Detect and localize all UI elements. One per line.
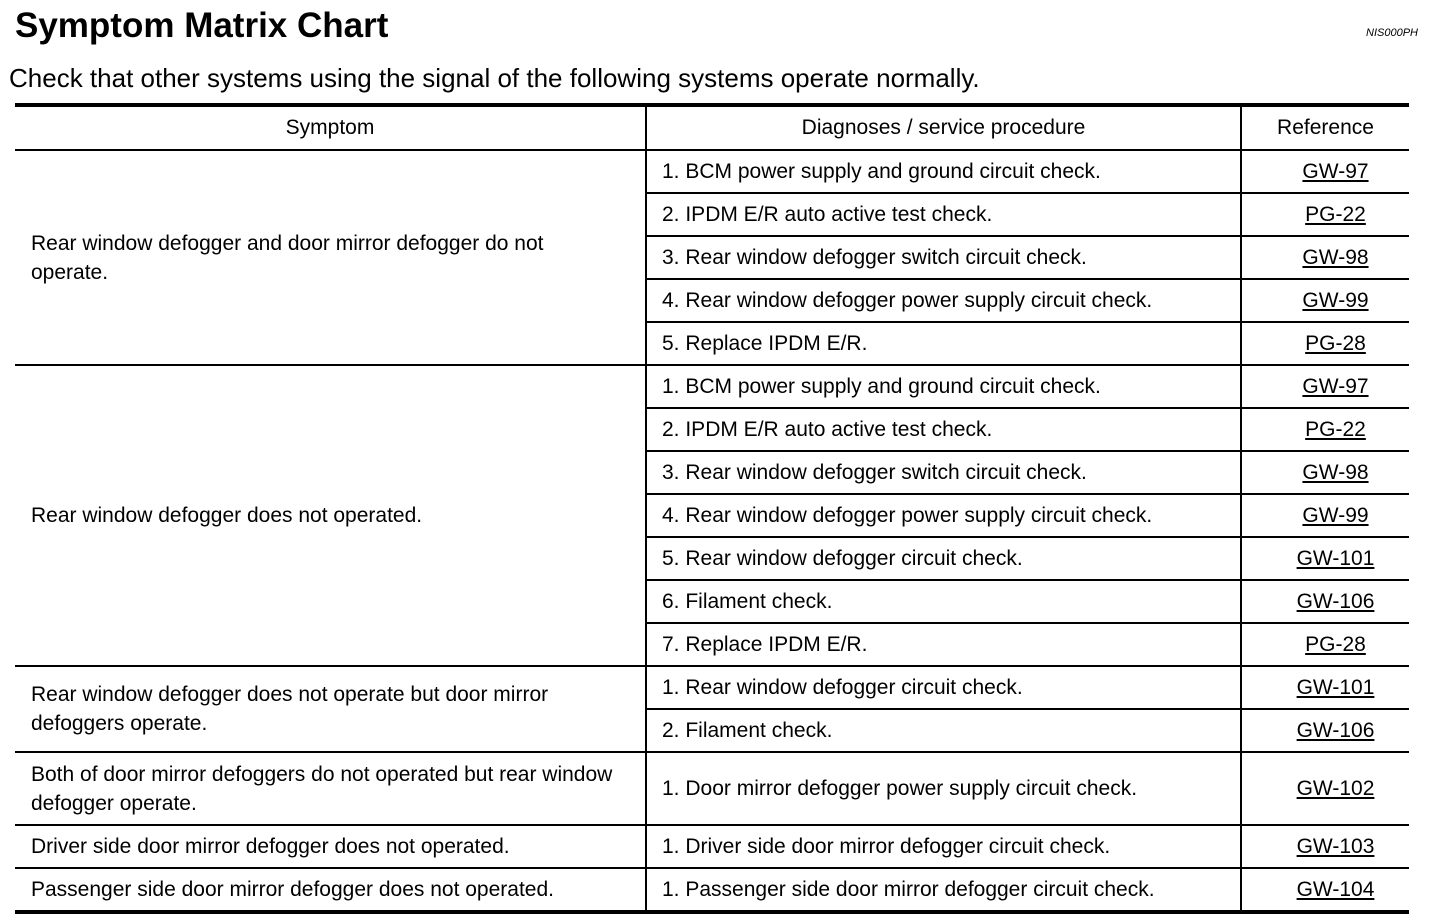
table-row <box>15 868 1409 912</box>
procedure-cell: 1. BCM power supply and ground circuit check. <box>646 150 1241 193</box>
reference-cell <box>1241 193 1409 236</box>
procedure-cell: 4. Rear window defogger power supply circuit check. <box>646 494 1241 537</box>
procedure-cell: 1. Rear window defogger circuit check. <box>646 666 1241 709</box>
table-header-row <box>15 105 1409 150</box>
reference-link[interactable]: GW-99 <box>1302 288 1369 312</box>
reference-cell <box>1241 537 1409 580</box>
reference-link[interactable]: GW-97 <box>1302 159 1369 183</box>
reference-cell <box>1241 236 1409 279</box>
reference-link[interactable]: GW-102 <box>1296 776 1375 800</box>
procedure-cell: 4. Rear window defogger power supply circuit check. <box>646 279 1241 322</box>
reference-link[interactable]: PG-28 <box>1305 632 1366 656</box>
procedure-cell: 6. Filament check. <box>646 580 1241 623</box>
column-header-reference: Reference <box>1241 105 1409 150</box>
symptom-cell: Rear window defogger does not operated. <box>15 365 646 666</box>
reference-cell <box>1241 494 1409 537</box>
symptom-cell: Driver side door mirror defogger does not operated. <box>15 825 646 868</box>
symptom-cell: Both of door mirror defoggers do not operated but rear window defogger operate. <box>15 752 646 825</box>
reference-link[interactable]: PG-22 <box>1305 417 1366 441</box>
reference-cell <box>1241 709 1409 752</box>
reference-link[interactable]: GW-106 <box>1296 718 1375 742</box>
procedure-cell: 1. Door mirror defogger power supply circuit check. <box>646 752 1241 825</box>
procedure-cell: 1. Driver side door mirror defogger circuit check. <box>646 825 1241 868</box>
procedure-cell: 5. Replace IPDM E/R. <box>646 322 1241 365</box>
reference-link[interactable]: GW-101 <box>1296 546 1375 570</box>
reference-cell <box>1241 408 1409 451</box>
reference-cell <box>1241 666 1409 709</box>
table-row <box>15 365 1409 408</box>
reference-link[interactable]: GW-104 <box>1296 877 1375 901</box>
column-header-symptom: Symptom <box>15 105 646 150</box>
procedure-cell: 5. Rear window defogger circuit check. <box>646 537 1241 580</box>
reference-link[interactable]: GW-101 <box>1296 675 1375 699</box>
reference-cell <box>1241 825 1409 868</box>
reference-cell <box>1241 623 1409 666</box>
reference-cell <box>1241 150 1409 193</box>
reference-cell <box>1241 868 1409 912</box>
procedure-cell: 3. Rear window defogger switch circuit check. <box>646 451 1241 494</box>
reference-link[interactable]: GW-97 <box>1302 374 1369 398</box>
document-id: NIS000PH <box>1366 27 1418 39</box>
column-header-procedure: Diagnoses / service procedure <box>646 105 1241 150</box>
procedure-cell: 2. IPDM E/R auto active test check. <box>646 193 1241 236</box>
reference-link[interactable]: GW-98 <box>1302 460 1369 484</box>
symptom-cell: Rear window defogger does not operate but door mirror defoggers operate. <box>15 666 646 752</box>
reference-cell <box>1241 752 1409 825</box>
reference-cell <box>1241 279 1409 322</box>
reference-link[interactable]: GW-99 <box>1302 503 1369 527</box>
reference-cell <box>1241 322 1409 365</box>
procedure-cell: 3. Rear window defogger switch circuit check. <box>646 236 1241 279</box>
symptom-cell: Rear window defogger and door mirror defogger do not operate. <box>15 150 646 365</box>
symptom-cell: Passenger side door mirror defogger does not operated. <box>15 868 646 912</box>
reference-cell <box>1241 580 1409 623</box>
procedure-cell: 1. Passenger side door mirror defogger circuit check. <box>646 868 1241 912</box>
table-row <box>15 825 1409 868</box>
reference-link[interactable]: PG-22 <box>1305 202 1366 226</box>
procedure-cell: 2. IPDM E/R auto active test check. <box>646 408 1241 451</box>
table-row <box>15 150 1409 193</box>
procedure-cell: 1. BCM power supply and ground circuit check. <box>646 365 1241 408</box>
reference-link[interactable]: GW-106 <box>1296 589 1375 613</box>
reference-link[interactable]: GW-103 <box>1296 834 1375 858</box>
reference-cell <box>1241 451 1409 494</box>
procedure-cell: 2. Filament check. <box>646 709 1241 752</box>
reference-cell <box>1241 365 1409 408</box>
reference-link[interactable]: GW-98 <box>1302 245 1369 269</box>
intro-text: Check that other systems using the signal of the following systems operate normally. <box>9 63 980 93</box>
symptom-matrix-table <box>15 103 1409 914</box>
procedure-cell: 7. Replace IPDM E/R. <box>646 623 1241 666</box>
reference-link[interactable]: PG-28 <box>1305 331 1366 355</box>
table-row <box>15 666 1409 709</box>
page-title: Symptom Matrix Chart <box>15 6 389 45</box>
table-row <box>15 752 1409 825</box>
